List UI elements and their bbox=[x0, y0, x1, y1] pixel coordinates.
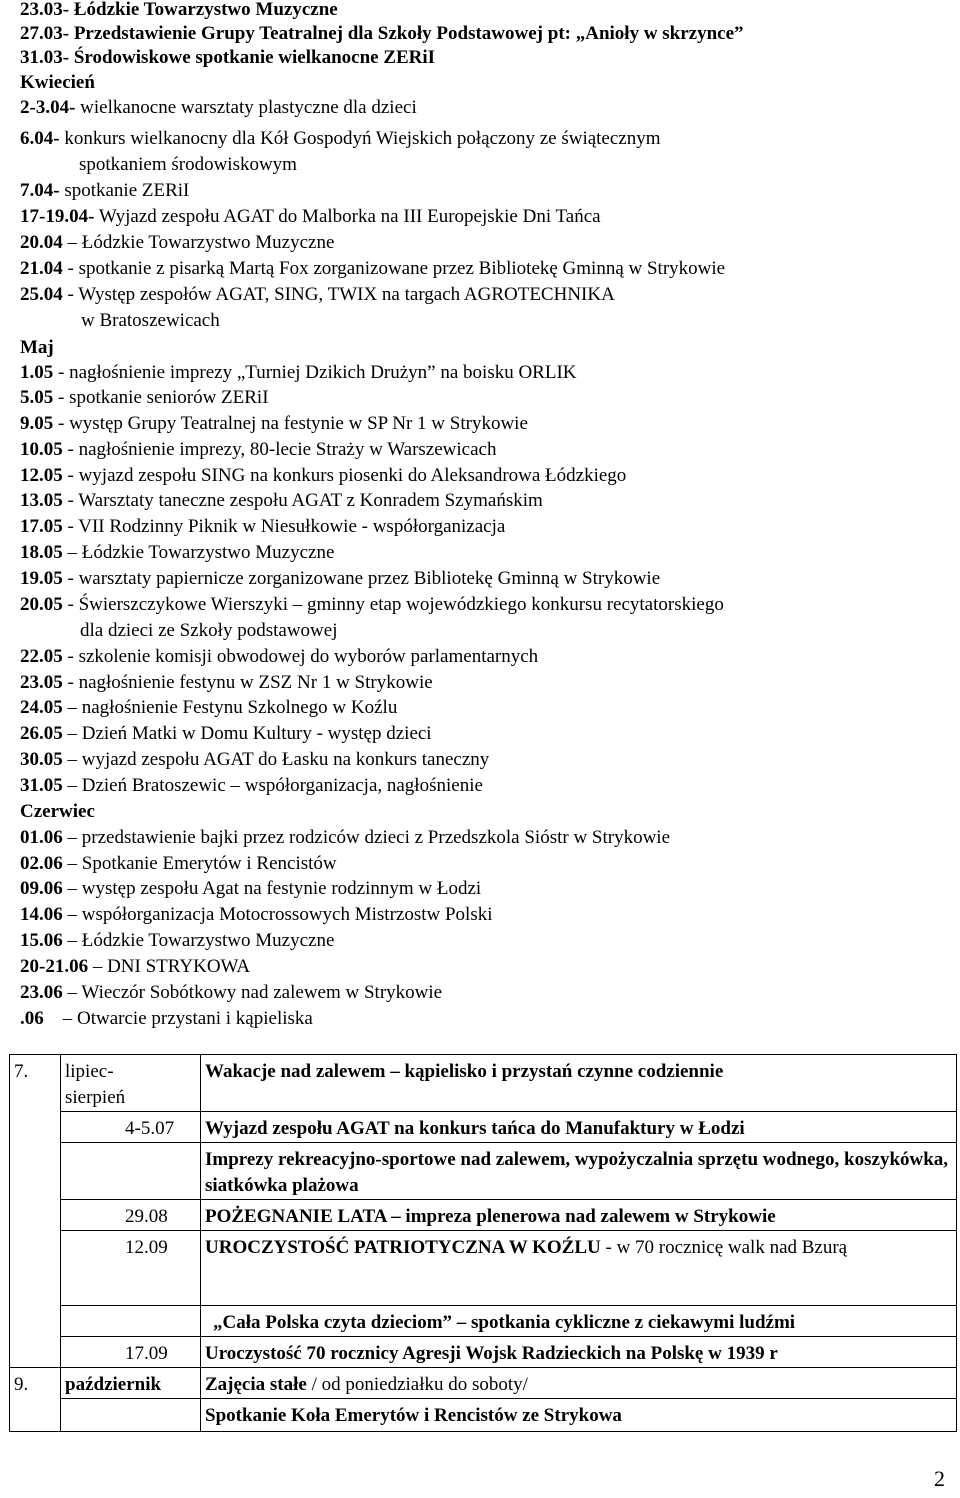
event-line: 2-3.04- wielkanocne warsztaty plastyczne dla dzieci bbox=[20, 97, 417, 118]
table-row bbox=[10, 1055, 957, 1112]
event-line: 13.05 - Warsztaty taneczne zespołu AGAT z Konradem Szymańskim bbox=[20, 490, 543, 511]
table-row bbox=[10, 1112, 957, 1143]
event-line: 09.06 – występ zespołu Agat na festynie rodzinnym w Łodzi bbox=[20, 878, 482, 899]
table-row bbox=[10, 1200, 957, 1231]
event-line: 6.04- konkurs wielkanocny dla Kół Gospodyń Wiejskich połączony ze świątecznym bbox=[20, 128, 661, 149]
event-line: 23.05 - nagłośnienie festynu w ZSZ Nr 1 w Strykowie bbox=[20, 672, 433, 693]
table-cell-date bbox=[61, 1399, 201, 1432]
table-row bbox=[10, 1143, 957, 1200]
table-cell-event: Zajęcia stałe / od poniedziałku do soboty/ bbox=[201, 1368, 957, 1399]
event-line: 19.05 - warsztaty papiernicze zorganizowane przez Bibliotekę Gminną w Strykowie bbox=[20, 568, 661, 589]
table-row bbox=[10, 1231, 957, 1306]
event-line: 22.05 - szkolenie komisji obwodowej do wyborów parlamentarnych bbox=[20, 646, 539, 667]
table-row bbox=[10, 1337, 957, 1368]
event-line: 7.04- spotkanie ZERiI bbox=[20, 180, 190, 201]
table-row bbox=[10, 1399, 957, 1432]
event-line: 25.04 - Występ zespołów AGAT, SING, TWIX na targach AGROTECHNIKA bbox=[20, 284, 615, 305]
event-line: 5.05 - spotkanie seniorów ZERiI bbox=[20, 387, 269, 408]
table-cell-date: 12.09 bbox=[61, 1231, 201, 1306]
event-line: 17-19.04- Wyjazd zespołu AGAT do Malborka na III Europejskie Dni Tańca bbox=[20, 206, 601, 227]
table-cell-date: 29.08 bbox=[61, 1200, 201, 1231]
event-line: 20-21.06 – DNI STRYKOWA bbox=[20, 956, 251, 977]
month-heading: Maj bbox=[20, 337, 54, 358]
month-heading: Czerwiec bbox=[20, 801, 95, 822]
event-line: 12.05 - wyjazd zespołu SING na konkurs piosenki do Aleksandrowa Łódzkiego bbox=[20, 465, 627, 486]
table-cell-num: 9. bbox=[10, 1368, 61, 1432]
event-line-continued: w Bratoszewicach bbox=[81, 310, 220, 331]
event-line: 23.06 – Wieczór Sobótkowy nad zalewem w Strykowie bbox=[20, 982, 443, 1003]
event-line: 20.04 – Łódzkie Towarzystwo Muzyczne bbox=[20, 232, 335, 253]
event-line: 31.03- Środowiskowe spotkanie wielkanocne ZERiI bbox=[20, 47, 436, 68]
event-line-continued: spotkaniem środowiskowym bbox=[79, 154, 297, 175]
event-line: 1.05 - nagłośnienie imprezy „Turniej Dzikich Drużyn” na boisku ORLIK bbox=[20, 362, 577, 383]
event-line: 26.05 – Dzień Matki w Domu Kultury - występ dzieci bbox=[20, 723, 432, 744]
table-row bbox=[10, 1368, 957, 1399]
event-line-continued: dla dzieci ze Szkoły podstawowej bbox=[80, 620, 338, 641]
table-cell-date bbox=[61, 1306, 201, 1337]
event-line: 21.04 - spotkanie z pisarką Martą Fox zorganizowane przez Bibliotekę Gminną w Strykowie bbox=[20, 258, 726, 279]
month-heading: Kwiecień bbox=[20, 72, 95, 93]
event-line: 18.05 – Łódzkie Towarzystwo Muzyczne bbox=[20, 542, 335, 563]
event-line: 14.06 – współorganizacja Motocrossowych Mistrzostw Polski bbox=[20, 904, 493, 925]
event-line: 31.05 – Dzień Bratoszewic – współorganizacja, nagłośnienie bbox=[20, 775, 483, 796]
table-cell-event: Wyjazd zespołu AGAT na konkurs tańca do Manufaktury w Łodzi bbox=[201, 1112, 957, 1143]
table-cell-event: Imprezy rekreacyjno-sportowe nad zalewem, wypożyczalnia sprzętu wodnego, koszykówka, siatkówka plażowa bbox=[201, 1143, 957, 1200]
event-line: 20.05 - Świerszczykowe Wierszyki – gminny etap wojewódzkiego konkursu recytatorskiego bbox=[20, 594, 724, 615]
table-cell-date: październik bbox=[61, 1368, 201, 1399]
event-line: 02.06 – Spotkanie Emerytów i Rencistów bbox=[20, 853, 337, 874]
table-cell-date bbox=[61, 1143, 201, 1200]
schedule-table bbox=[9, 1054, 957, 1432]
event-line: 30.05 – wyjazd zespołu AGAT do Łasku na konkurs taneczny bbox=[20, 749, 490, 770]
event-line: 15.06 – Łódzkie Towarzystwo Muzyczne bbox=[20, 930, 335, 951]
table-cell-date: lipiec- sierpień bbox=[61, 1055, 201, 1112]
table-cell-event: Spotkanie Koła Emerytów i Rencistów ze Strykowa bbox=[201, 1399, 957, 1432]
table-cell-event: Uroczystość 70 rocznicy Agresji Wojsk Radzieckich na Polskę w 1939 r bbox=[201, 1337, 957, 1368]
event-line: 27.03- Przedstawienie Grupy Teatralnej dla Szkoły Podstawowej pt: „Anioły w skrzynce” bbox=[20, 23, 744, 44]
event-line: 23.03- Łódzkie Towarzystwo Muzyczne bbox=[20, 0, 338, 20]
table-cell-event: Wakacje nad zalewem – kąpielisko i przystań czynne codziennie bbox=[201, 1055, 957, 1112]
event-line: 24.05 – nagłośnienie Festynu Szkolnego w Koźlu bbox=[20, 697, 398, 718]
table-cell-event: „Cała Polska czyta dzieciom” – spotkania cykliczne z ciekawymi ludźmi bbox=[201, 1306, 957, 1337]
page-number: 2 bbox=[934, 1466, 945, 1491]
table-cell-event: UROCZYSTOŚĆ PATRIOTYCZNA W KOŹLU - w 70 rocznicę walk nad Bzurą bbox=[201, 1231, 957, 1306]
event-line: .06 – Otwarcie przystani i kąpieliska bbox=[20, 1008, 313, 1029]
event-line: 01.06 – przedstawienie bajki przez rodziców dzieci z Przedszkola Sióstr w Strykowie bbox=[20, 827, 671, 848]
event-line: 9.05 - występ Grupy Teatralnej na festynie w SP Nr 1 w Strykowie bbox=[20, 413, 528, 434]
event-line: 10.05 - nagłośnienie imprezy, 80-lecie Straży w Warszewicach bbox=[20, 439, 497, 460]
table-cell-num: 7. bbox=[10, 1055, 61, 1368]
table-cell-event: POŻEGNANIE LATA – impreza plenerowa nad zalewem w Strykowie bbox=[201, 1200, 957, 1231]
table-row bbox=[10, 1306, 957, 1337]
table-cell-date: 17.09 bbox=[61, 1337, 201, 1368]
event-line: 17.05 - VII Rodzinny Piknik w Niesułkowie - współorganizacja bbox=[20, 516, 506, 537]
table-cell-date: 4-5.07 bbox=[61, 1112, 201, 1143]
